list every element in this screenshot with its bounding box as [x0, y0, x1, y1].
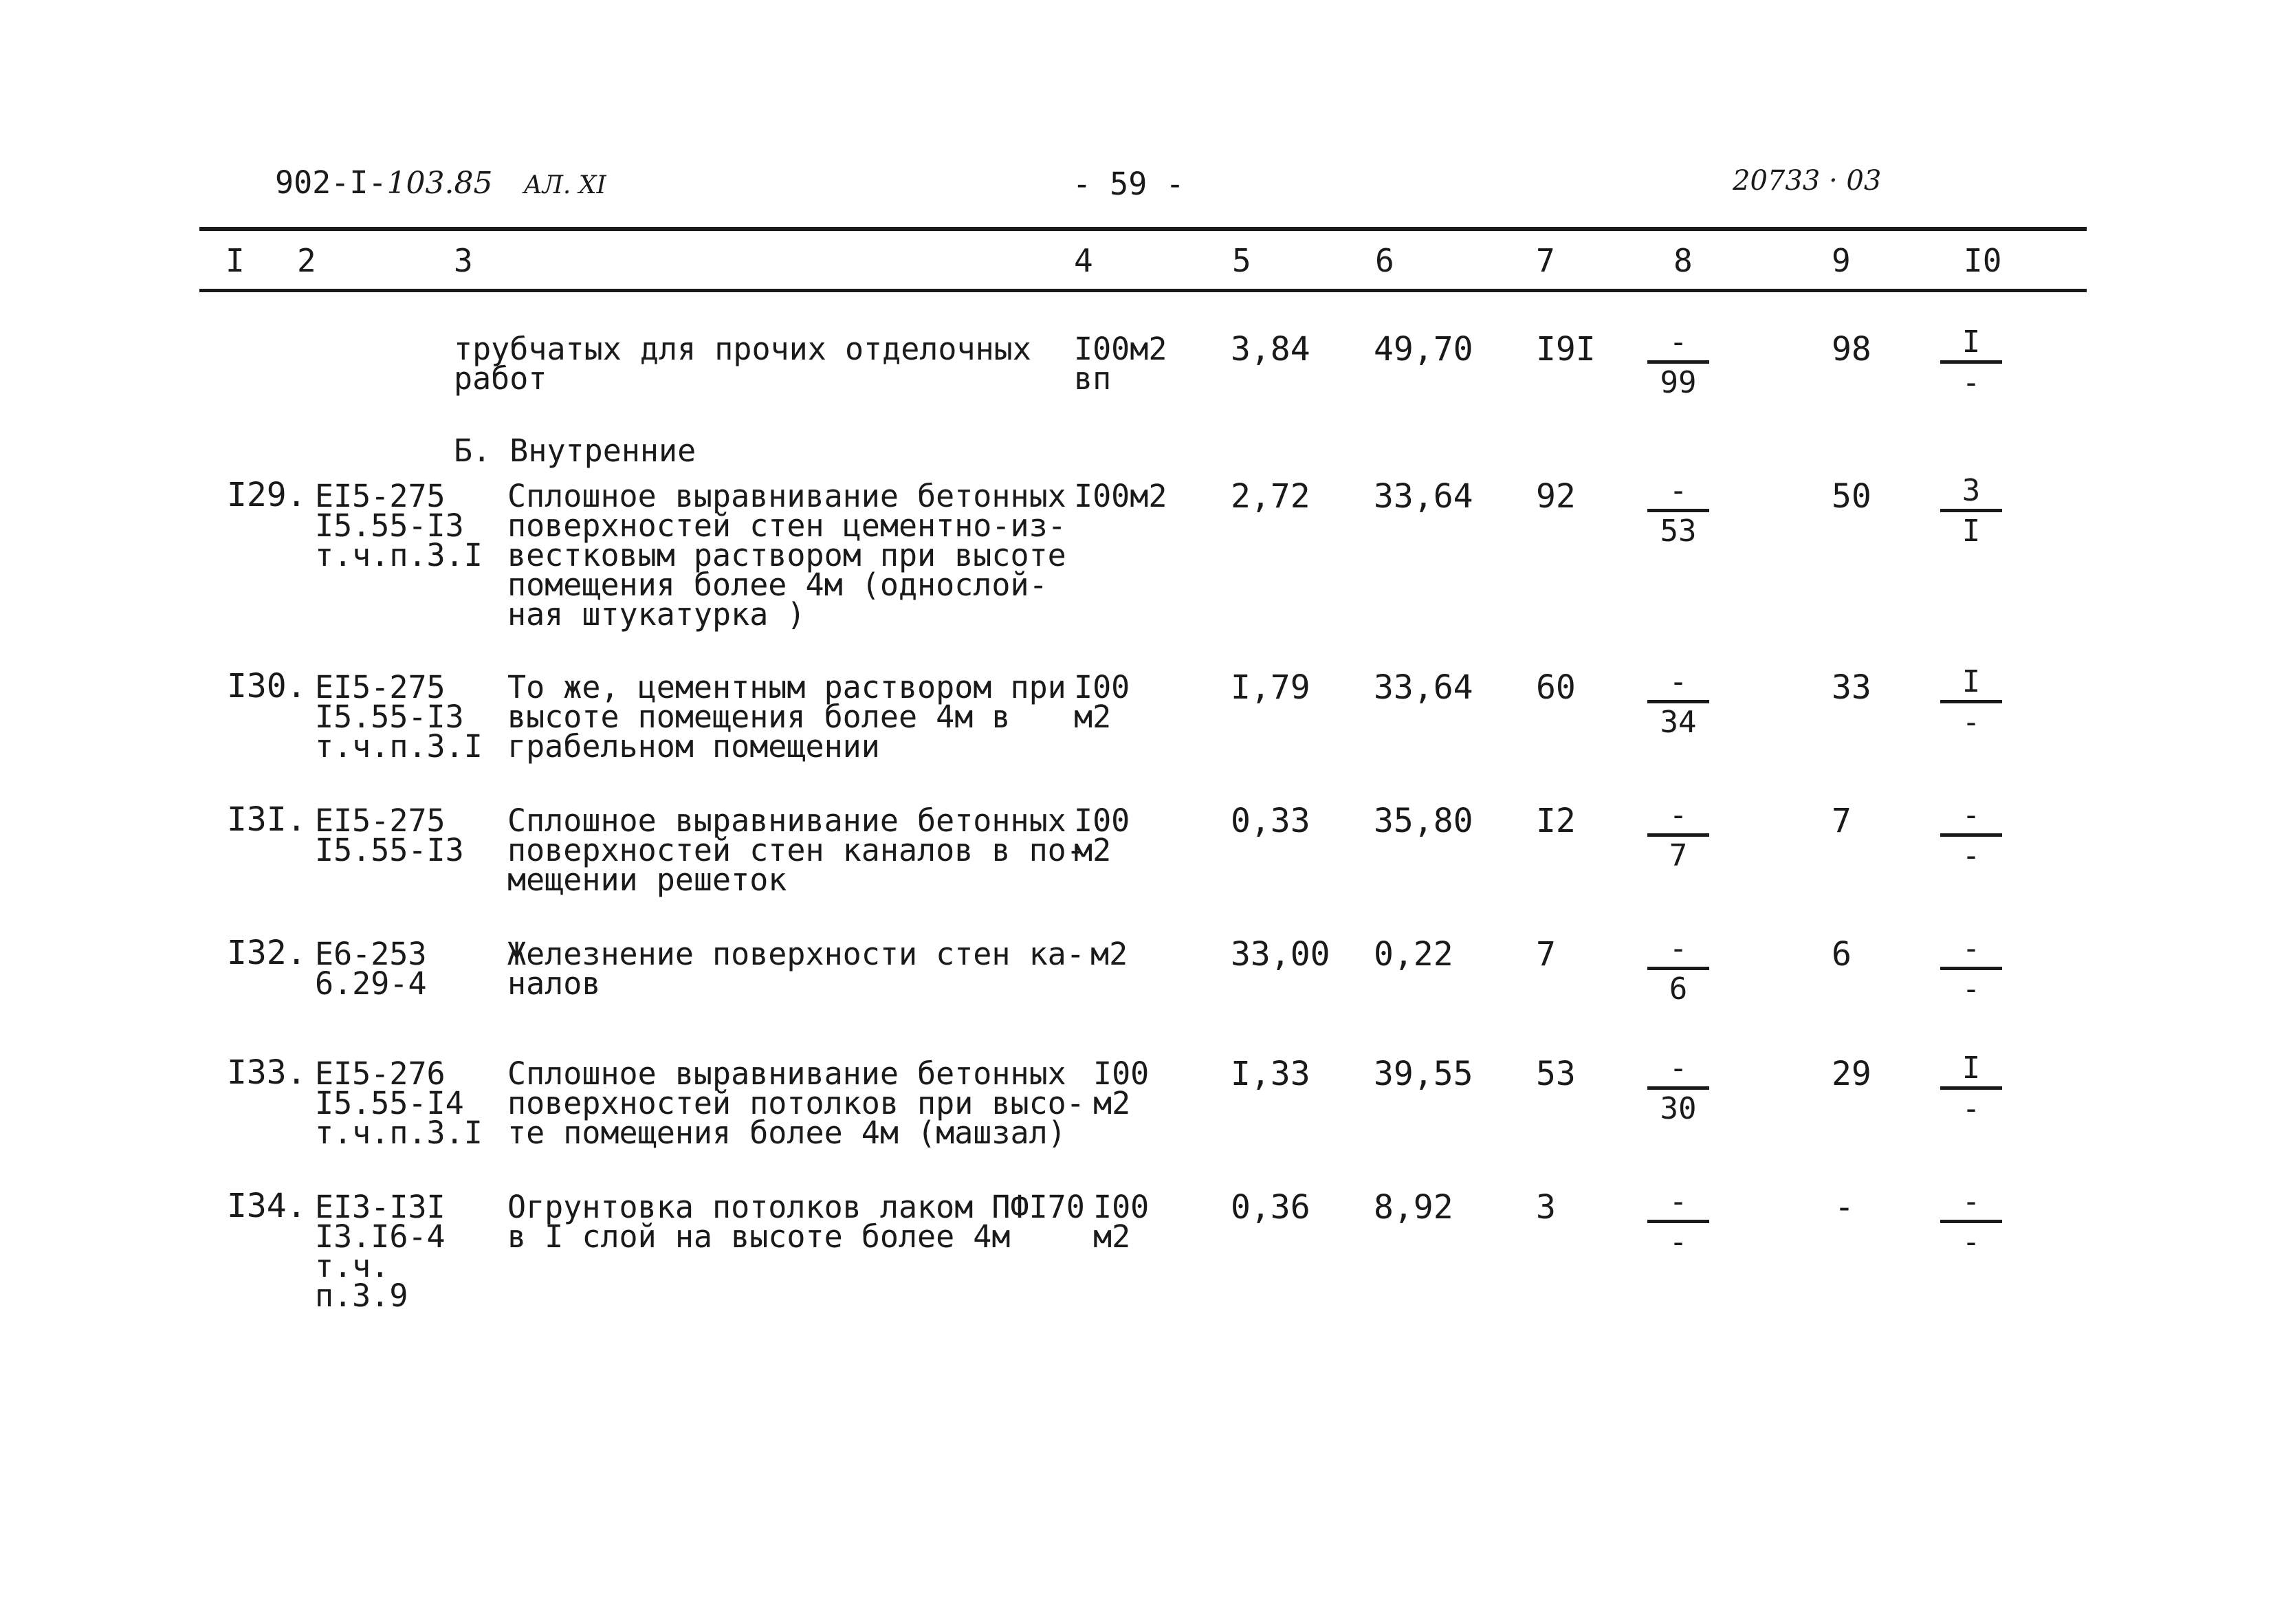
- row-col9: 98: [1832, 330, 1871, 369]
- row-unit: I00 м2: [1093, 1055, 1150, 1121]
- section-title: Б. Внутренние: [454, 432, 696, 469]
- row-col8-fraction: - 6: [1647, 934, 1709, 1005]
- col-header-1: I: [226, 242, 245, 279]
- row-col5: 0,36: [1231, 1188, 1310, 1227]
- header-bottom-rule: [199, 289, 2087, 292]
- col-header-6: 6: [1375, 242, 1394, 279]
- col-header-9: 9: [1832, 242, 1851, 279]
- row-number: I29.: [227, 476, 307, 514]
- row-col5: 33,00: [1231, 935, 1330, 974]
- row-code: EI5-276 I5.55-I4 т.ч.п.3.I: [315, 1055, 483, 1151]
- row-description: Огрунтовка потолков лаком ПФI70 в I слой на высоте более 4м: [507, 1189, 1085, 1255]
- row-number: I3I.: [227, 800, 307, 839]
- row-unit: I00 м2: [1093, 1189, 1150, 1255]
- row-col9: -: [1834, 1188, 1854, 1227]
- doc-code-handwritten: 103.85: [386, 166, 493, 201]
- row-code: EI5-275 I5.55-I3 т.ч.п.3.I: [315, 478, 483, 573]
- row-col10-fraction: - -: [1940, 934, 2002, 1005]
- col-header-8: 8: [1673, 242, 1693, 279]
- row-code: EI3-I3I I3.I6-4 т.ч. п.3.9: [315, 1189, 446, 1314]
- row-col6: 0,22: [1374, 935, 1453, 974]
- row-col7: 7: [1536, 935, 1556, 974]
- row-col10-fraction: I -: [1940, 1053, 2002, 1124]
- row-col6: 33,64: [1374, 477, 1473, 516]
- col-header-5: 5: [1232, 242, 1251, 279]
- col-header-2: 2: [297, 242, 316, 279]
- row-code: E6-253 6.29-4: [315, 936, 427, 1002]
- row-col9: 50: [1832, 477, 1871, 516]
- row-description: Железнение поверхности стен ка- налов: [507, 936, 1085, 1002]
- row-number: I33.: [227, 1053, 307, 1092]
- row-col7: 3: [1536, 1188, 1556, 1227]
- row-col10-fraction: I -: [1940, 667, 2002, 738]
- row-col7: 60: [1536, 668, 1576, 707]
- row-col7: I9I: [1536, 330, 1596, 369]
- row-col9: 33: [1832, 668, 1871, 707]
- row-col5: I,33: [1231, 1055, 1310, 1093]
- row-description: трубчатых для прочих отделочных работ: [454, 331, 1031, 397]
- row-col6: 8,92: [1374, 1188, 1453, 1227]
- row-col8-fraction: - 30: [1647, 1053, 1709, 1124]
- row-code: EI5-275 I5.55-I3: [315, 802, 464, 868]
- row-col5: 0,33: [1231, 802, 1310, 840]
- row-col10-fraction: I -: [1940, 327, 2002, 398]
- doc-code-printed: 902-I-: [275, 164, 387, 201]
- row-description: Сплошное выравнивание бетонных поверхностей стен каналов в по- мещении решеток: [507, 802, 1085, 898]
- row-number: I32.: [227, 934, 307, 972]
- col-header-3: 3: [454, 242, 473, 279]
- sheet-handwritten: АЛ. XI: [523, 171, 606, 199]
- col-header-4: 4: [1074, 242, 1093, 279]
- row-col10-fraction: - -: [1940, 1187, 2002, 1258]
- row-col5: 3,84: [1231, 330, 1310, 369]
- page-number: - 59 -: [1073, 166, 1185, 202]
- row-description: То же, цементным раствором при высоте помещения более 4м в грабельном помещении: [507, 669, 1066, 765]
- row-col6: 39,55: [1374, 1055, 1473, 1093]
- row-col8-fraction: - 99: [1647, 327, 1709, 398]
- row-unit: I00 м2: [1074, 669, 1130, 735]
- row-unit: I00 м2: [1074, 802, 1130, 868]
- row-col10-fraction: - -: [1940, 800, 2002, 871]
- row-unit: м2: [1090, 936, 1128, 972]
- row-col9: 29: [1832, 1055, 1871, 1093]
- row-col7: 92: [1536, 477, 1576, 516]
- row-col5: 2,72: [1231, 477, 1310, 516]
- row-unit: I00м2 вп: [1074, 331, 1167, 397]
- row-col10-fraction: 3 I: [1940, 476, 2002, 547]
- inventory-number: 20733 · 03: [1733, 165, 1882, 197]
- row-description: Сплошное выравнивание бетонных поверхностей стен цементно-из- вестковым раствором при высоте помещения более 4м (однослой- ная штукатурка ): [507, 478, 1066, 633]
- header-top-rule: [199, 227, 2087, 231]
- row-col6: 33,64: [1374, 668, 1473, 707]
- row-col8-fraction: - 7: [1647, 800, 1709, 871]
- row-col6: 49,70: [1374, 330, 1473, 369]
- col-header-10: I0: [1964, 242, 2002, 279]
- row-code: EI5-275 I5.55-I3 т.ч.п.3.I: [315, 669, 483, 765]
- row-col7: 53: [1536, 1055, 1576, 1093]
- row-col5: I,79: [1231, 668, 1310, 707]
- row-unit: I00м2: [1074, 478, 1167, 514]
- col-header-7: 7: [1536, 242, 1555, 279]
- row-col8-fraction: - 53: [1647, 476, 1709, 547]
- row-number: I30.: [227, 667, 307, 705]
- row-number: I34.: [227, 1187, 307, 1225]
- row-col9: 6: [1832, 935, 1852, 974]
- row-col8-fraction: - -: [1647, 1187, 1709, 1258]
- row-col7: I2: [1536, 802, 1576, 840]
- doc-code: [275, 164, 606, 201]
- row-col6: 35,80: [1374, 802, 1473, 840]
- row-col8-fraction: - 34: [1647, 667, 1709, 738]
- row-description: Сплошное выравнивание бетонных поверхностей потолков при высо- те помещения более 4м (машзал): [507, 1055, 1085, 1151]
- row-col9: 7: [1832, 802, 1852, 840]
